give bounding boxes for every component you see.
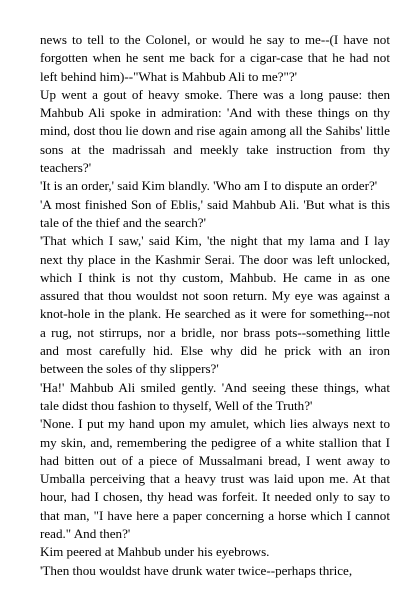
paragraph-4: 'A most finished Son of Eblis,' said Mahbub Ali. 'But what is this tale of the thief and the search?' <box>40 196 390 230</box>
paragraph-6: 'Ha!' Mahbub Ali smiled gently. 'And seeing these things, what tale didst thou fashion to thyself, Well of the Truth?' <box>40 379 390 413</box>
paragraph-2: Up went a gout of heavy smoke. There was a long pause: then Mahbub Ali spoke in admiration: 'And with these things on thy mind, dost thou lie down and rise again among all the Sahibs' little sons at the madrissah and meekly take instruction from thy teachers?' <box>40 86 390 176</box>
paragraph-8: Kim peered at Mahbub under his eyebrows. <box>40 544 270 560</box>
book-page <box>40 31 390 580</box>
paragraph-7: 'None. I put my hand upon my amulet, which lies always next to my skin, and, remembering the pedigree of a white stallion that I had bitten out of a piece of Mussalmani bread, I went away to Umballa perceiving that a heavy trust was laid upon me. At that hour, had I chosen, thy head was forfeit. It needed only to say to that man, "I have here a paper concerning a horse which I cannot read." And then?' <box>40 416 390 542</box>
paragraph-9: 'Then thou wouldst have drunk water twice--perhaps thrice, <box>40 562 353 578</box>
paragraph-5: 'That which I saw,' said Kim, 'the night that my lama and I lay next thy place in the Kashmir Serai. The door was left unlocked, which I think is not thy custom, Mahbub. He came in as one assured that thou wouldst not soon return. My eye was against a knot-hole in the plank. He searched as it were for something--not a rug, not stirrups, nor a bridle, nor brass pots--something little and most carefully hid. Else why did he prick with an iron between the soles of thy slippers?' <box>40 233 390 377</box>
paragraph-3: 'It is an order,' said Kim blandly. 'Who am I to dispute an order?' <box>40 178 378 194</box>
paragraph-1: news to tell to the Colonel, or would he say to me--(I have not forgotten when he sent me back for a cigar-case that he had not left behind him)--"What is Mahbub Ali to me?"?' <box>40 32 390 84</box>
